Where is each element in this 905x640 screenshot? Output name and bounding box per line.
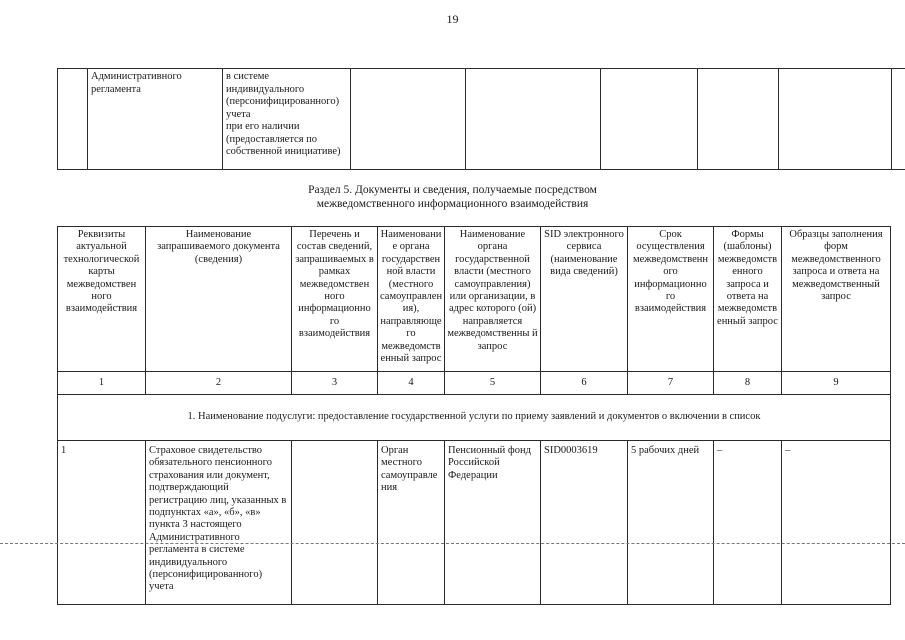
continuation-line: при его наличии — [226, 121, 300, 132]
row-sid: SID0003619 — [541, 441, 628, 605]
header-cell-info-list: Перечень и состав сведений, запрашиваемых в рамках межведомствен ного информационно го взаимодействия — [292, 227, 378, 372]
continuation-cell-9 — [892, 69, 905, 170]
header-cell-samples: Образцы заполнения форм межведомственного запроса и ответа на межведомственный запрос — [782, 227, 891, 372]
section-title-line-2: межведомственного информационного взаимодействия — [316, 198, 589, 210]
continuation-cell-1 — [58, 69, 88, 170]
column-number: 9 — [782, 372, 891, 395]
interagency-table — [57, 226, 891, 605]
column-number: 1 — [58, 372, 146, 395]
row-document-name: Страховое свидетельство обязательного пенсионного страхования или документ, подтверждающий регистрацию лиц, указанных в подпунктах «а», «б», «в» пункта 3 настоящего Административного регламента в системе индивидуального (персонифицированного) учета — [146, 441, 292, 605]
continuation-row — [58, 69, 905, 170]
row-forms: – — [714, 441, 782, 605]
header-cell-document-name: Наименование запрашиваемого документа (сведения) — [146, 227, 292, 372]
page-number: 19 — [446, 12, 459, 26]
scan-artifact-line — [0, 543, 905, 544]
column-number: 8 — [714, 372, 782, 395]
header-cell-requesting-body: Наименовани е органа государствен ной власти (местного самоуправлен ия), направляюще го межведомств енный запрос — [378, 227, 445, 372]
continuation-line: учета — [226, 108, 251, 120]
continuation-cell-6 — [601, 69, 698, 170]
continuation-line: собственной инициативе) — [226, 146, 341, 157]
header-cell-requisites: Реквизиты актуальной технологической карты межведомствен ного взаимодействия — [58, 227, 146, 372]
row-requesting-body: Орган местного самоуправле ния — [378, 441, 445, 605]
section-title-line-1: Раздел 5. Документы и сведения, получаемые посредством — [308, 184, 597, 196]
subservice-row — [58, 395, 891, 441]
column-number: 3 — [292, 372, 378, 395]
header-cell-deadline: Срок осуществления межведомственн ого информационно го взаимодействия — [628, 227, 714, 372]
continuation-cell-7 — [698, 69, 779, 170]
subservice-title: 1. Наименование подуслуги: предоставление государственной услуги по приему заявлений и документов о включении в список — [58, 395, 891, 441]
row-number: 1 — [58, 441, 146, 605]
column-number: 4 — [378, 372, 445, 395]
continuation-cell-8 — [779, 69, 892, 170]
header-cell-receiving-body: Наименование органа государственной власти (местного самоуправления) или организации, в адрес которого (ой) направляется межведомственны й запрос — [445, 227, 541, 372]
column-number: 5 — [445, 372, 541, 395]
continuation-line: (предоставляется по — [226, 133, 318, 145]
column-number: 7 — [628, 372, 714, 395]
table-row — [58, 441, 891, 605]
continuation-cell-2: Административного регламента — [88, 69, 223, 170]
continuation-cell-5 — [466, 69, 601, 170]
continuation-table — [57, 68, 905, 170]
row-samples: – — [782, 441, 891, 605]
continuation-line: (персонифицированного) — [226, 96, 340, 107]
header-cell-forms: Формы (шаблоны) межведомств енного запроса и ответа на межведомств енный запрос — [714, 227, 782, 372]
header-cell-sid: SID электронного сервиса (наименование вида сведений) — [541, 227, 628, 372]
column-number: 2 — [146, 372, 292, 395]
row-receiving-body: Пенсионный фонд Российской Федерации — [445, 441, 541, 605]
continuation-line: индивидуального — [226, 83, 305, 95]
continuation-cell-3 — [223, 69, 351, 170]
continuation-cell-4 — [351, 69, 466, 170]
column-number: 6 — [541, 372, 628, 395]
continuation-line: в системе — [226, 71, 270, 82]
header-row — [58, 227, 891, 372]
section-title — [0, 183, 905, 211]
column-number-row — [58, 372, 891, 395]
row-deadline: 5 рабочих дней — [628, 441, 714, 605]
row-info-list — [292, 441, 378, 605]
